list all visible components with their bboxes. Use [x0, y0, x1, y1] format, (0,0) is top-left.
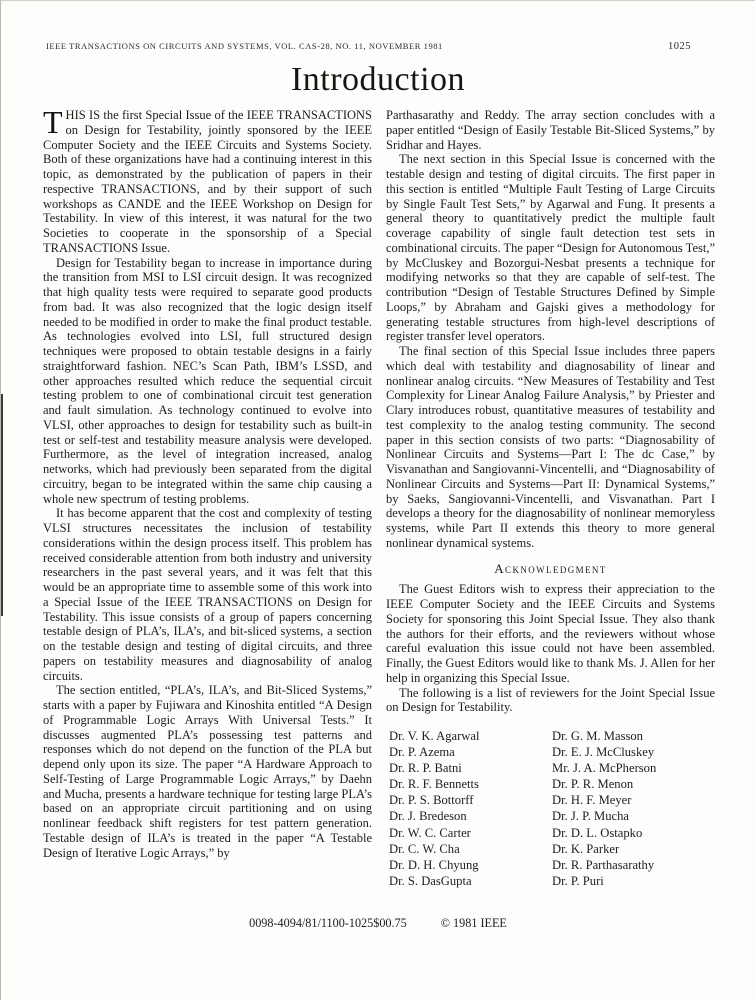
- paragraph-pla-continued: Parthasarathy and Reddy. The array section concludes with a paper entitled “Design of Easily Testable Bit-Sliced Systems,” by Sridhar and Hayes.: [386, 108, 715, 152]
- reviewer-name: Dr. R. Parthasarathy: [552, 857, 655, 872]
- left-column: [43, 104, 372, 889]
- reviewer-name: Dr. C. W. Cha: [389, 841, 460, 856]
- reviewer-name: Dr. E. J. McCluskey: [552, 745, 655, 760]
- footer-copyright-line: [1, 916, 755, 931]
- reviewer-column-1: [389, 728, 552, 889]
- page-number: 1025: [668, 41, 691, 52]
- paragraph-acknowledgment: The Guest Editors wish to express their appreciation to the IEEE Computer Society and the IEEE Circuits and Systems Society for sponsoring this Joint Special Issue. They also thank the authors for their efforts, and the reviewers without whose careful evaluation this issue could not have been assembled. Finally, the Guest Editors would like to thank Ms. J. Allen for her help in organizing this Special Issue.: [386, 582, 715, 685]
- reviewer-name: Mr. J. A. McPherson: [552, 761, 657, 776]
- reviewer-name: Dr. G. M. Masson: [552, 729, 643, 743]
- paragraph-digital-section: The next section in this Special Issue is concerned with the testable design and testing of digital circuits. The first paper in this section is entitled “Multiple Fault Testing of Large Circuits by Single Fault Test Sets,” by Agarwal and Fung. It presents a general theory to quantitatively predict the multiple fault coverage capability of single fault detection test sets in combinational circuits. The paper “Design for Autonomous Test,” by McCluskey and Bozorgui-Nesbat presents a technique for modifying networks so that they are capable of self-test. The contribution “Design of Testable Structures Defined by Simple Loops,” by Abraham and Gajski gives a methodology for generating testable structures from high-level descriptions of register transfer level operators.: [386, 152, 715, 344]
- issn-code: 0098-4094/81/1100-1025$00.75: [249, 916, 407, 930]
- paragraph-analog-section: The final section of this Special Issue includes three papers which deal with testability and diagnosability of linear and nonlinear analog circuits. “New Measures of Testability and Test Complexity for Linear Analog Failure Analysis,” by Priester and Clary introduces robust, quantitative measures of testability and test complexity to the analog testing community. The second paper in this section consists of two parts: “Diagnosability of Nonlinear Circuits and Systems—Part I: The dc Case,” by Visvanathan and Sangiovanni-Vincentelli, and “Diagnosability of Nonlinear Circuits and Systems—Part II: Dynamical Systems,” by Saeks, Sangiovanni-Vincentelli, and Visvanathan. Part I develops a theory for the diagnosability of nonlinear memoryless systems, while Part II extends this theory to more general nonlinear dynamical systems.: [386, 344, 715, 550]
- reviewer-name: Dr. S. DasGupta: [389, 873, 472, 888]
- paragraph-dft-history: Design for Testability began to increase in importance during the transition from MSI to LSI circuit design. It was recognized that high quality tests were required to separate good products from bad. It was also recognized that the logic design itself needed to be modified in order to make the final product testable. As technologies evolved into LSI, full structured design techniques were proposed to obtain testable designs in a fairly straightforward fashion. NEC’s Scan Path, IBM’s LSSD, and other approaches resulted which reduce the sequential circuit testing problem to one of combinational circuit test generation and fault simulation. As technology continued to evolve into VLSI, other approaches to design for testability such as built-in test or self-test and testability measure analysis were developed. Furthermore, as the level of integration increased, analog networks, which had previously been separated from the digital circuitry, began to be integrated within the same chip causing a whole new spectrum of testing problems.: [43, 255, 372, 506]
- article-body: [43, 104, 715, 889]
- reviewer-name: Dr. P. Puri: [552, 873, 604, 888]
- reviewer-name: Dr. K. Parker: [552, 841, 620, 856]
- reviewer-name: Dr. P. S. Bottorff: [389, 793, 474, 808]
- paragraph-vlsi-cost: It has become apparent that the cost and complexity of testing VLSI structures necessitates the inclusion of testability considerations within the design process itself. This problem has received considerable attention from both industry and university researchers in the past several years, and it was felt that this would be an appropriate time to assemble some of this work into a Special Issue of the IEEE TRANSACTIONS on Design for Testability. This issue consists of a group of papers concerning testable design of PLA’s, ILA’s, and bit-sliced systems, a section on the testable design and testing of digital circuits, and three papers on testability measures and diagnosability of analog circuits.: [43, 506, 372, 683]
- reviewer-column-2: [552, 728, 715, 889]
- reviewer-name: Dr. D. L. Ostapko: [552, 825, 643, 840]
- right-column: [386, 108, 715, 889]
- copyright-notice: © 1981 IEEE: [440, 916, 507, 930]
- reviewer-name: Dr. P. R. Menon: [552, 777, 634, 792]
- reviewer-name: Dr. J. P. Mucha: [552, 809, 629, 824]
- acknowledgment-heading: Acknowledgment: [494, 560, 607, 576]
- page-title: Introduction: [290, 61, 466, 98]
- paragraph-pla-section: The section entitled, “PLA’s, ILA’s, and Bit-Sliced Systems,” starts with a paper by Fujiwara and Kinoshita entitled “A Design of Programmable Logic Arrays With Universal Tests.” It discusses augmented PLA’s possessing test patterns and responses which do not depend on the function of the PLA but depend only upon its size. The paper “A Hardware Approach to Self-Testing of Large Programmable Logic Arrays,” by Daehn and Mucha, presents a hardware technique for testing large PLA’s based on an appropriate circuit partitioning and on using nonlinear feedback shift registers for test pattern generation. Testable design of ILA’s is treated in the paper “A Testable Design of Iterative Logic Arrays,” by: [43, 683, 372, 860]
- dropcap-letter: T: [43, 104, 63, 140]
- reviewer-name: Dr. V. K. Agarwal: [389, 729, 480, 743]
- scan-artifact-left-edge: [1, 394, 3, 616]
- paragraph-intro-text: HIS IS the first Special Issue of the IEEE TRANSACTIONS on Design for Testability, jointly sponsored by the IEEE Computer Society and the IEEE Circuits and Systems Society. Both of these organizations have had a continuing interest in this topic, as demonstrated by the publication of papers in their respective TRANSACTIONS, and by their support of such workshops as CANDE and the IEEE Workshop on Design for Testability. In view of this interest, it was natural for the two Societies to cooperate in the sponsorship of a Special TRANSACTIONS Issue.: [43, 108, 372, 255]
- paragraph-reviewer-list-intro: The following is a list of reviewers for the Joint Special Issue on Design for Testability.: [386, 685, 715, 715]
- reviewer-name: Dr. R. P. Batni: [389, 761, 462, 776]
- journal-header: [46, 41, 715, 52]
- reviewer-name: Dr. R. F. Bennetts: [389, 777, 479, 792]
- journal-citation-line: IEEE TRANSACTIONS ON CIRCUITS AND SYSTEMS, VOL. CAS-28, NO. 11, NOVEMBER 1981: [46, 41, 443, 51]
- reviewer-name: Dr. W. C. Carter: [389, 825, 471, 840]
- reviewer-name: Dr. J. Bredeson: [389, 809, 467, 824]
- paragraph-intro: [43, 104, 372, 256]
- reviewer-name: Dr. P. Azema: [389, 745, 455, 760]
- reviewer-list: [386, 728, 715, 889]
- reviewer-name: Dr. D. H. Chyung: [389, 857, 479, 872]
- reviewer-name: Dr. H. F. Meyer: [552, 793, 632, 808]
